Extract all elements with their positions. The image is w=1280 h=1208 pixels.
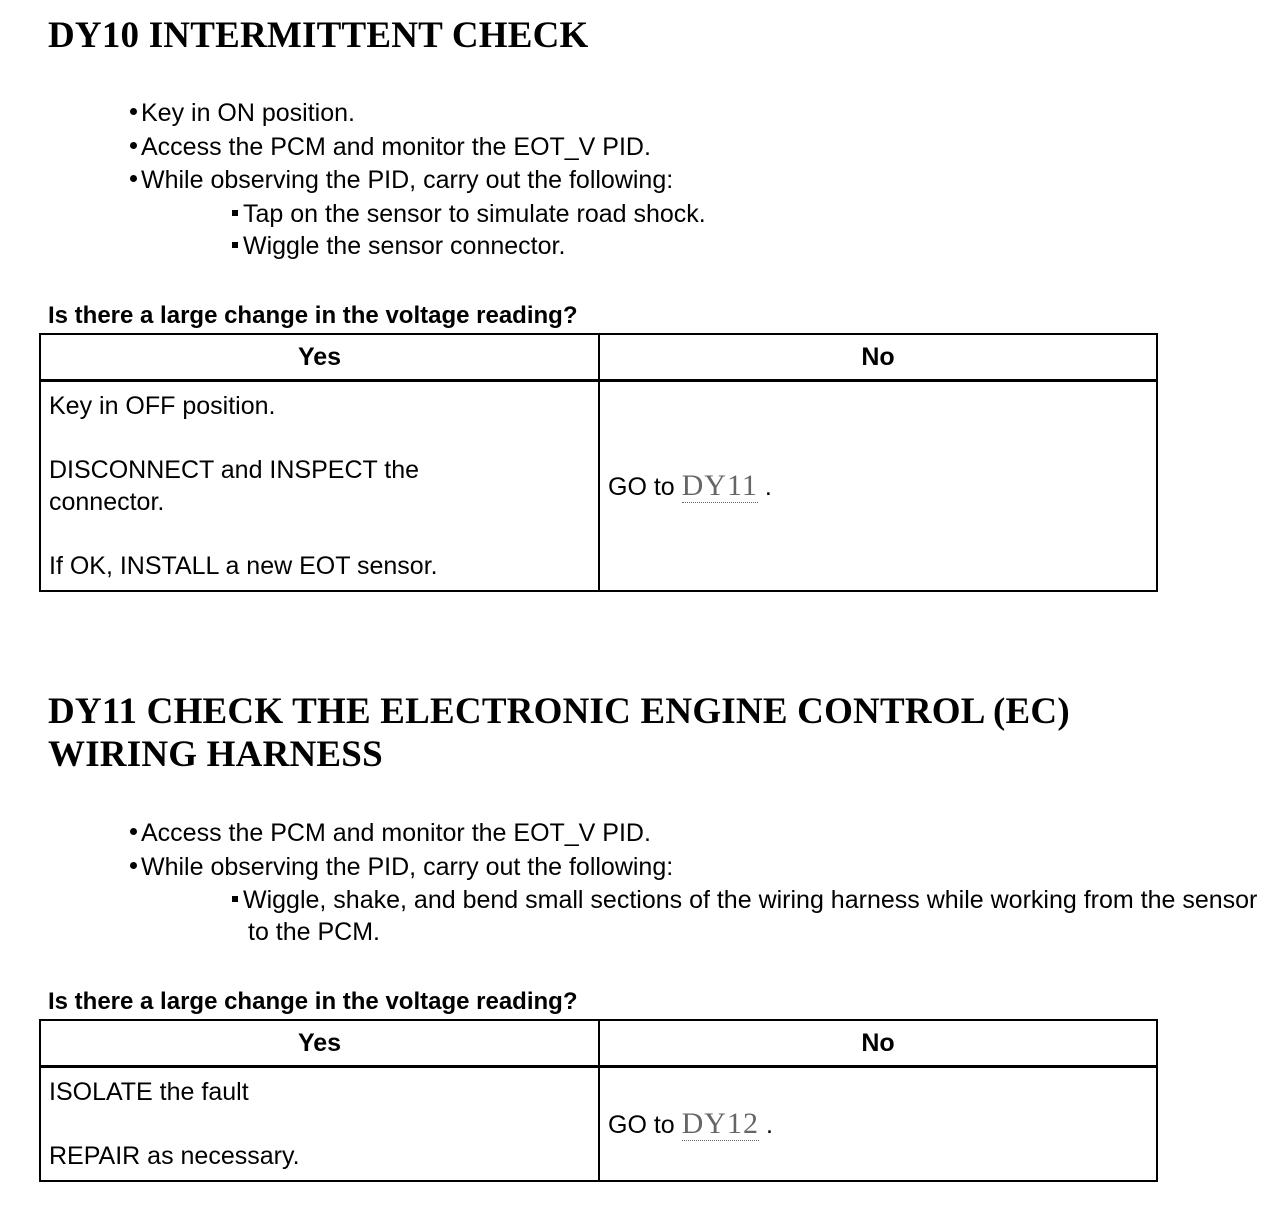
yes-line: DISCONNECT and INSPECT the connector. [49, 456, 420, 516]
link-dy11[interactable]: DY11 [681, 468, 758, 502]
bullet-text: While observing the PID, carry out the following: [141, 852, 674, 881]
question-dy10: Is there a large change in the voltage reading? [48, 302, 578, 329]
sub-bullet-item [232, 198, 775, 230]
sub-bullet-item [232, 230, 775, 262]
question-dy11: Is there a large change in the voltage reading? [48, 988, 578, 1015]
sub-bullet-text: Tap on the sensor to simulate road shock. [243, 199, 706, 228]
bullet-dot-icon [130, 862, 137, 869]
period: . [764, 472, 772, 501]
sub-bullet-list-dy10 [232, 198, 775, 262]
no-cell [599, 1067, 1157, 1182]
link-dy12[interactable]: DY12 [681, 1106, 759, 1140]
no-header: No [599, 334, 1157, 381]
go-to-label: GO to [608, 1110, 675, 1139]
bullet-list-dy11 [130, 817, 1258, 948]
bullet-item [130, 97, 673, 131]
bullet-text: Access the PCM and monitor the EOT_V PID. [141, 819, 651, 847]
bullet-item [130, 817, 1156, 851]
no-cell [599, 381, 1157, 592]
no-header: No [599, 1020, 1157, 1067]
square-bullet-icon [232, 896, 238, 902]
bullet-dot-icon [130, 828, 137, 835]
period: . [765, 1110, 773, 1139]
bullet-text: Access the PCM and monitor the EOT_V PID. [141, 132, 651, 161]
yes-cell [40, 381, 599, 592]
bullet-dot-icon [130, 142, 137, 149]
step-title-dy10: DY10 INTERMITTENT CHECK [48, 15, 589, 56]
bullet-list-dy10 [130, 97, 706, 262]
yes-line: REPAIR as necessary. [49, 1142, 300, 1170]
bullet-text: While observing the PID, carry out the following: [141, 166, 674, 194]
yes-cell [40, 1067, 599, 1182]
sub-bullet-text: Wiggle the sensor connector. [243, 231, 566, 260]
yes-no-table-dy10 [39, 333, 1158, 592]
sub-bullet-text: Wiggle, shake, and bend small sections of the wiring harness while working from the sensor to the PCM. [243, 886, 1258, 946]
bullet-item [130, 131, 673, 165]
go-to-label: GO to [608, 472, 675, 501]
bullet-item [130, 851, 1258, 949]
yes-header: Yes [40, 1020, 599, 1067]
yes-no-table-dy11 [39, 1019, 1158, 1182]
yes-line: Key in OFF position. [49, 392, 276, 420]
square-bullet-icon [232, 242, 238, 248]
bullet-dot-icon [130, 108, 137, 115]
sub-bullet-item [232, 884, 1258, 948]
step-title-dy11: DY11 CHECK THE ELECTRONIC ENGINE CONTROL (EC) WIRING HARNESS [48, 691, 1070, 775]
bullet-dot-icon [130, 175, 137, 182]
yes-header: Yes [40, 334, 599, 381]
bullet-item [130, 164, 706, 262]
yes-line: ISOLATE the fault [49, 1078, 249, 1106]
yes-line: If OK, INSTALL a new EOT sensor. [49, 552, 438, 580]
square-bullet-icon [232, 210, 238, 216]
bullet-text: Key in ON position. [141, 99, 355, 127]
sub-bullet-list-dy11 [232, 884, 1258, 948]
